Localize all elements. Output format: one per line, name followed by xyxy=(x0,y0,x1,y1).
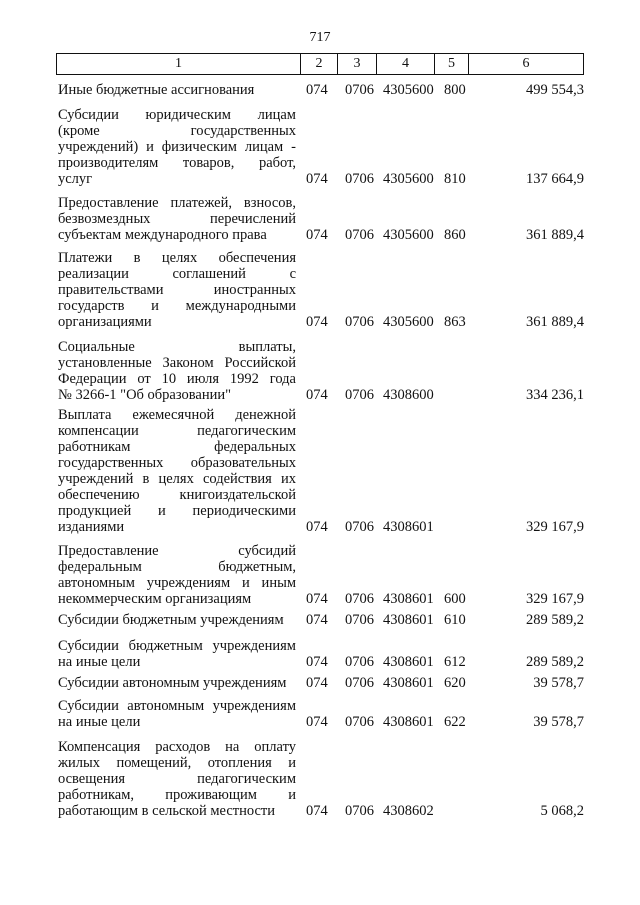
cell-c4: 4308601 xyxy=(383,675,434,691)
cell-c6: 137 664,9 xyxy=(526,171,584,187)
row-description xyxy=(58,339,296,403)
cell-c5: 622 xyxy=(444,714,466,730)
description-line: Выплата ежемесячной денежной xyxy=(58,407,296,423)
cell-c6: 289 589,2 xyxy=(526,612,584,628)
table-row xyxy=(58,82,584,98)
row-description xyxy=(58,612,296,628)
cell-c4: 4308602 xyxy=(383,803,434,819)
header-col-6: 6 xyxy=(522,56,530,71)
description-line: Предоставление платежей, взносов, xyxy=(58,195,296,211)
description-line: Субсидии бюджетным учреждениям xyxy=(58,612,284,628)
description-line: Предоставление субсидий xyxy=(58,543,296,559)
cell-c2: 074 xyxy=(306,803,328,819)
cell-c5: 860 xyxy=(444,227,466,243)
row-description xyxy=(58,195,296,243)
description-line: № 3266-1 "Об образовании" xyxy=(58,387,232,403)
cell-c2: 074 xyxy=(306,612,328,628)
cell-c3: 0706 xyxy=(345,803,374,819)
cell-c2: 074 xyxy=(306,714,328,730)
table-header xyxy=(56,53,584,75)
table-row xyxy=(58,339,584,403)
table-row xyxy=(58,638,584,670)
cell-c6: 499 554,3 xyxy=(526,82,584,98)
cell-c3: 0706 xyxy=(345,654,374,670)
cell-c4: 4308600 xyxy=(383,387,434,403)
table-row xyxy=(58,675,584,691)
description-line: работающим в сельской местности xyxy=(58,803,276,819)
description-line: Социальные выплаты, xyxy=(58,339,296,355)
description-line: Субсидии автономным учреждениям xyxy=(58,698,296,714)
description-line: работникам федеральных xyxy=(58,439,296,455)
cell-c3: 0706 xyxy=(345,519,374,535)
description-line: жилых помещений, отопления и xyxy=(58,755,296,771)
page-number: 717 xyxy=(309,30,331,45)
cell-c3: 0706 xyxy=(345,227,374,243)
cell-c2: 074 xyxy=(306,171,328,187)
cell-c4: 4308601 xyxy=(383,654,434,670)
description-line: Компенсация расходов на оплату xyxy=(58,739,296,755)
cell-c2: 074 xyxy=(306,675,328,691)
cell-c4: 4305600 xyxy=(383,314,434,330)
cell-c3: 0706 xyxy=(345,82,374,98)
table-row xyxy=(58,250,584,330)
table-row xyxy=(58,195,584,243)
header-col-4: 4 xyxy=(377,54,435,74)
cell-c3: 0706 xyxy=(345,714,374,730)
cell-c4: 4305600 xyxy=(383,227,434,243)
cell-c2: 074 xyxy=(306,314,328,330)
cell-c3: 0706 xyxy=(345,612,374,628)
description-line: изданиями xyxy=(58,519,125,535)
description-line: работникам, проживающим и xyxy=(58,787,296,803)
row-description xyxy=(58,407,296,535)
row-description xyxy=(58,675,296,691)
description-line: Иные бюджетные ассигнования xyxy=(58,82,255,98)
row-description xyxy=(58,250,296,330)
cell-c6: 5 068,2 xyxy=(540,803,584,819)
description-line: на иные цели xyxy=(58,654,141,670)
header-col-2: 2 xyxy=(301,54,338,74)
cell-c3: 0706 xyxy=(345,387,374,403)
cell-c5: 620 xyxy=(444,675,466,691)
cell-c2: 074 xyxy=(306,591,328,607)
cell-c5: 800 xyxy=(444,82,466,98)
description-line: субъектам международного права xyxy=(58,227,267,243)
description-line: продукцией и периодическими xyxy=(58,503,296,519)
row-description xyxy=(58,82,296,98)
header-col-3: 3 xyxy=(338,54,377,74)
description-line: государств и международными xyxy=(58,298,296,314)
cell-c3: 0706 xyxy=(345,591,374,607)
cell-c6: 289 589,2 xyxy=(526,654,584,670)
cell-c6: 361 889,4 xyxy=(526,314,584,330)
cell-c6: 361 889,4 xyxy=(526,227,584,243)
header-col-1: 1 xyxy=(57,54,301,74)
description-line: Субсидии юридическим лицам xyxy=(58,107,296,123)
description-line: Платежи в целях обеспечения xyxy=(58,250,296,266)
cell-c2: 074 xyxy=(306,654,328,670)
cell-c2: 074 xyxy=(306,82,328,98)
table-row xyxy=(58,407,584,535)
table-row xyxy=(58,739,584,819)
description-line: реализации соглашений с xyxy=(58,266,296,282)
description-line: на иные цели xyxy=(58,714,141,730)
cell-c2: 074 xyxy=(306,387,328,403)
cell-c2: 074 xyxy=(306,227,328,243)
description-line: государственных образовательных xyxy=(58,455,296,471)
cell-c5: 610 xyxy=(444,612,466,628)
cell-c3: 0706 xyxy=(345,675,374,691)
description-line: учреждений) и физическим лицам - xyxy=(58,139,296,155)
cell-c2: 074 xyxy=(306,519,328,535)
cell-c4: 4308601 xyxy=(383,714,434,730)
description-line: производителям товаров, работ, xyxy=(58,155,296,171)
table-row xyxy=(58,698,584,730)
cell-c3: 0706 xyxy=(345,171,374,187)
row-description xyxy=(58,638,296,670)
description-line: автономным учреждениям и иным xyxy=(58,575,296,591)
row-description xyxy=(58,739,296,819)
cell-c4: 4308601 xyxy=(383,591,434,607)
row-description xyxy=(58,107,296,187)
description-line: организациями xyxy=(58,314,152,330)
description-line: установленные Законом Российской xyxy=(58,355,296,371)
cell-c5: 810 xyxy=(444,171,466,187)
description-line: правительствами иностранных xyxy=(58,282,296,298)
row-description xyxy=(58,698,296,730)
description-line: услуг xyxy=(58,171,93,187)
cell-c6: 334 236,1 xyxy=(526,387,584,403)
description-line: Субсидии бюджетным учреждениям xyxy=(58,638,296,654)
table-row xyxy=(58,107,584,187)
description-line: освещения педагогическим xyxy=(58,771,296,787)
cell-c5: 600 xyxy=(444,591,466,607)
cell-c4: 4308601 xyxy=(383,612,434,628)
table-row xyxy=(58,612,584,628)
description-line: федеральным бюджетным, xyxy=(58,559,296,575)
cell-c6: 329 167,9 xyxy=(526,591,584,607)
cell-c3: 0706 xyxy=(345,314,374,330)
cell-c6: 39 578,7 xyxy=(533,675,584,691)
description-line: некоммерческим организациям xyxy=(58,591,252,607)
table-row xyxy=(58,543,584,607)
cell-c5: 612 xyxy=(444,654,466,670)
description-line: учреждений в целях содействия их xyxy=(58,471,296,487)
cell-c4: 4305600 xyxy=(383,82,434,98)
description-line: компенсации педагогическим xyxy=(58,423,296,439)
description-line: Субсидии автономным учреждениям xyxy=(58,675,287,691)
row-description xyxy=(58,543,296,607)
header-col-5: 5 xyxy=(435,54,469,74)
description-line: безвозмездных перечислений xyxy=(58,211,296,227)
cell-c4: 4308601 xyxy=(383,519,434,535)
description-line: Федерации от 10 июля 1992 года xyxy=(58,371,296,387)
description-line: (кроме государственных xyxy=(58,123,296,139)
cell-c5: 863 xyxy=(444,314,466,330)
cell-c4: 4305600 xyxy=(383,171,434,187)
cell-c6: 329 167,9 xyxy=(526,519,584,535)
cell-c6: 39 578,7 xyxy=(533,714,584,730)
description-line: обеспечению книгоиздательской xyxy=(58,487,296,503)
